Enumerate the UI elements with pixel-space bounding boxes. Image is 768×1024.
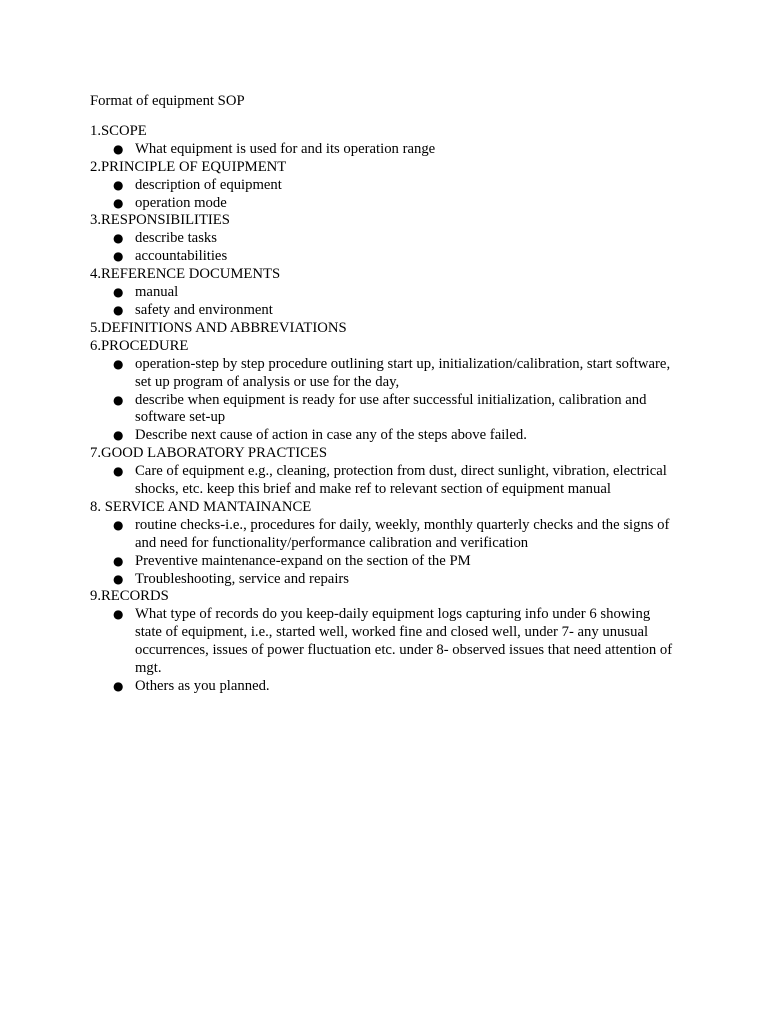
bullet-icon: ●: [113, 553, 124, 568]
bullet-list: [90, 463, 680, 499]
list-item: [90, 302, 680, 320]
bullet-icon: ●: [113, 195, 124, 210]
section-heading: 4.REFERENCE DOCUMENTS: [90, 266, 281, 283]
bullet-list: [90, 356, 680, 446]
bullet-icon: ●: [113, 607, 124, 622]
section-good-laboratory-practices: [90, 445, 680, 499]
list-item: [90, 392, 680, 428]
bullet-icon: ●: [113, 285, 124, 300]
document-title: Format of equipment SOP: [90, 93, 245, 109]
section-heading: 6.PROCEDURE: [90, 337, 189, 354]
section-procedure: [90, 338, 680, 445]
bullet-icon: ●: [113, 571, 124, 586]
bullet-icon: ●: [113, 679, 124, 693]
list-item-text: Preventive maintenance-expand on the section of the PM: [135, 552, 471, 569]
bullet-list: [90, 177, 680, 213]
bullet-icon: ●: [113, 392, 124, 407]
list-item-text: routine checks-i.e., procedures for daily, weekly, monthly quarterly checks and the signs of and need for functionality/performance calibration and verification: [135, 516, 670, 551]
document-body: [90, 93, 680, 696]
list-item-text: describe when equipment is ready for use after successful initialization, calibration and software set-up: [135, 391, 647, 426]
section-heading: 8. SERVICE AND MANTAINANCE: [90, 498, 312, 515]
list-item-text: describe tasks: [135, 230, 217, 247]
section-definitions-and-abbreviations: [90, 320, 680, 338]
list-item-text: Others as you planned.: [135, 678, 270, 694]
bullet-list: [90, 230, 680, 266]
section-heading: 2.PRINCIPLE OF EQUIPMENT: [90, 158, 287, 175]
list-item: [90, 141, 680, 159]
list-item-text: What equipment is used for and its operation range: [135, 140, 436, 157]
list-item: [90, 284, 680, 302]
list-item: [90, 177, 680, 195]
list-item-text: manual: [135, 284, 179, 301]
section-scope: [90, 123, 680, 159]
bullet-icon: ●: [113, 302, 124, 317]
section-service-and-maintenance: [90, 499, 680, 589]
bullet-icon: ●: [113, 356, 124, 371]
section-heading: 9.RECORDS: [90, 588, 169, 605]
section-heading: 7.GOOD LABORATORY PRACTICES: [90, 445, 328, 462]
bullet-icon: ●: [113, 177, 124, 192]
bullet-list: [90, 141, 680, 159]
bullet-icon: ●: [113, 249, 124, 264]
list-item: [90, 248, 680, 266]
list-item: [90, 553, 680, 571]
bullet-icon: ●: [113, 517, 124, 532]
list-item: [90, 678, 680, 696]
list-item-text: operation mode: [135, 194, 227, 211]
list-item-text: operation-step by step procedure outlining start up, initialization/calibration, start software, set up program of analysis or use for the day,: [135, 355, 671, 390]
bullet-icon: ●: [113, 231, 124, 246]
list-item-text: accountabilities: [135, 248, 228, 265]
list-item: [90, 427, 680, 445]
list-item-text: Describe next cause of action in case any of the steps above failed.: [135, 427, 527, 444]
list-item-text: description of equipment: [135, 176, 282, 193]
section-records: [90, 588, 680, 695]
list-item-text: What type of records do you keep-daily equipment logs capturing info under 6 showing state of equipment, i.e., started well, worked fine and closed well, under 7- any unusual occurrences, issues of power fluctuation etc. under 8- observed issues that need attention of mgt.: [135, 606, 673, 677]
list-item-text: Care of equipment e.g., cleaning, protection from dust, direct sunlight, vibration, electrical shocks, etc. keep this brief and make ref to relevant section of equipment manual: [135, 463, 667, 498]
section-principle-of-equipment: [90, 159, 680, 213]
section-reference-documents: [90, 266, 680, 320]
list-item: [90, 571, 680, 589]
section-responsibilities: [90, 212, 680, 266]
list-item-text: Troubleshooting, service and repairs: [135, 570, 350, 587]
list-item: [90, 517, 680, 553]
list-item: [90, 606, 680, 678]
bullet-list: [90, 517, 680, 589]
bullet-icon: ●: [113, 464, 124, 479]
section-heading: 5.DEFINITIONS AND ABBREVIATIONS: [90, 319, 347, 336]
list-item: [90, 230, 680, 248]
list-item-text: safety and environment: [135, 301, 273, 318]
section-heading: 3.RESPONSIBILITIES: [90, 212, 230, 229]
bullet-list: [90, 606, 680, 696]
list-item: [90, 463, 680, 499]
section-heading: 1.SCOPE: [90, 122, 147, 139]
bullet-list: [90, 284, 680, 320]
list-item: [90, 195, 680, 213]
bullet-icon: ●: [113, 141, 124, 156]
bullet-icon: ●: [113, 428, 124, 443]
list-item: [90, 356, 680, 392]
